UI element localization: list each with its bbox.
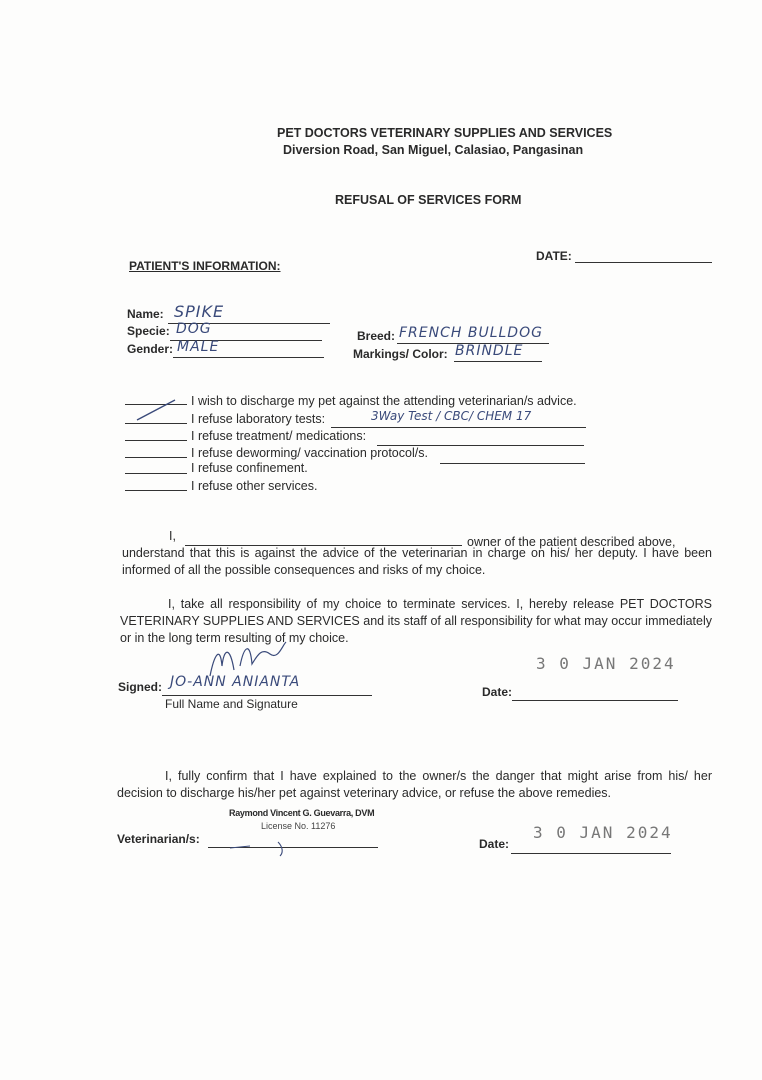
option-text: I refuse treatment/ medications:	[191, 429, 367, 443]
check-mark-strokes	[135, 396, 180, 422]
markings-field[interactable]	[454, 361, 542, 362]
date-field[interactable]	[575, 262, 712, 263]
lab-tests-field[interactable]	[331, 427, 586, 428]
gender-value: MALE	[177, 339, 220, 355]
vet-date-stamp: 3 0 JAN 2024	[533, 823, 673, 842]
option-text: I refuse deworming/ vaccination protocol/s.	[191, 446, 428, 460]
gender-field[interactable]	[173, 357, 324, 358]
p1-body: understand that this is against the advice of the veterinarian in charge on his/ her deputy. I have been informed of all the possible consequences and risks of my choice.	[122, 546, 712, 577]
breed-value: FRENCH BULLDOG	[399, 325, 543, 341]
signature-scribble	[200, 636, 290, 686]
p3: I, fully confirm that I have explained to the owner/s the danger that might arise from his/ her decision to discharge his/her pet against veterinary advice, or refuse the above remedies.	[117, 769, 712, 800]
p2: I, take all responsibility of my choice to terminate services. I, hereby release PET DOCTORS VETERINARY SUPPLIES AND SERVICES and its staff of all responsibility for what may occur immediately or in the long term resulting of my choice.	[120, 597, 712, 645]
option-text: I refuse laboratory tests:	[191, 412, 326, 426]
owner-signature-line[interactable]	[162, 695, 372, 696]
specie-value: DOG	[176, 321, 212, 337]
deworming-field[interactable]	[440, 463, 585, 464]
option-checkline[interactable]	[125, 423, 187, 424]
veterinarian-label: Veterinarian/s:	[117, 832, 200, 846]
patient-info-heading: PATIENT'S INFORMATION:	[129, 259, 281, 273]
owner-date-label: Date:	[482, 685, 513, 699]
specie-label: Specie:	[127, 324, 170, 338]
name-label: Name:	[127, 307, 164, 321]
owner-signature: JO-ANN ANIANTA	[170, 674, 301, 690]
owner-date-stamp: 3 0 JAN 2024	[536, 654, 676, 673]
option-text: I refuse confinement.	[191, 461, 308, 475]
signed-label: Signed:	[118, 680, 162, 694]
vet-date-field[interactable]	[511, 853, 671, 854]
vet-signature-scribble	[228, 836, 298, 858]
option-checkline[interactable]	[125, 490, 187, 491]
p1-start: I,	[169, 529, 176, 543]
option-checkline[interactable]	[125, 457, 187, 458]
name-value: SPIKE	[174, 302, 225, 321]
markings-value: BRINDLE	[455, 343, 524, 359]
vet-license-stamp: License No. 11276	[261, 821, 336, 831]
gender-label: Gender:	[127, 342, 174, 356]
vet-name-stamp: Raymond Vincent G. Guevarra, DVM	[229, 808, 375, 818]
date-label: DATE:	[536, 249, 572, 263]
markings-label: Markings/ Color:	[353, 347, 448, 361]
form-title: REFUSAL OF SERVICES FORM	[335, 193, 522, 207]
vet-date-label: Date:	[479, 837, 510, 851]
lab-tests-value: 3Way Test / CBC/ CHEM 17	[371, 409, 532, 423]
p1-rest: owner of the patient described above,	[467, 535, 676, 549]
company-address: Diversion Road, San Miguel, Calasiao, Pangasinan	[283, 143, 584, 157]
option-checkline[interactable]	[125, 440, 187, 441]
option-text: I wish to discharge my pet against the attending veterinarian/s advice.	[191, 394, 577, 408]
option-text: I refuse other services.	[191, 479, 318, 493]
full-name-caption: Full Name and Signature	[165, 697, 298, 711]
breed-label: Breed:	[357, 329, 396, 343]
owner-date-field[interactable]	[512, 700, 678, 701]
company-name: PET DOCTORS VETERINARY SUPPLIES AND SERVICES	[277, 126, 613, 140]
option-checkline[interactable]	[125, 473, 187, 474]
